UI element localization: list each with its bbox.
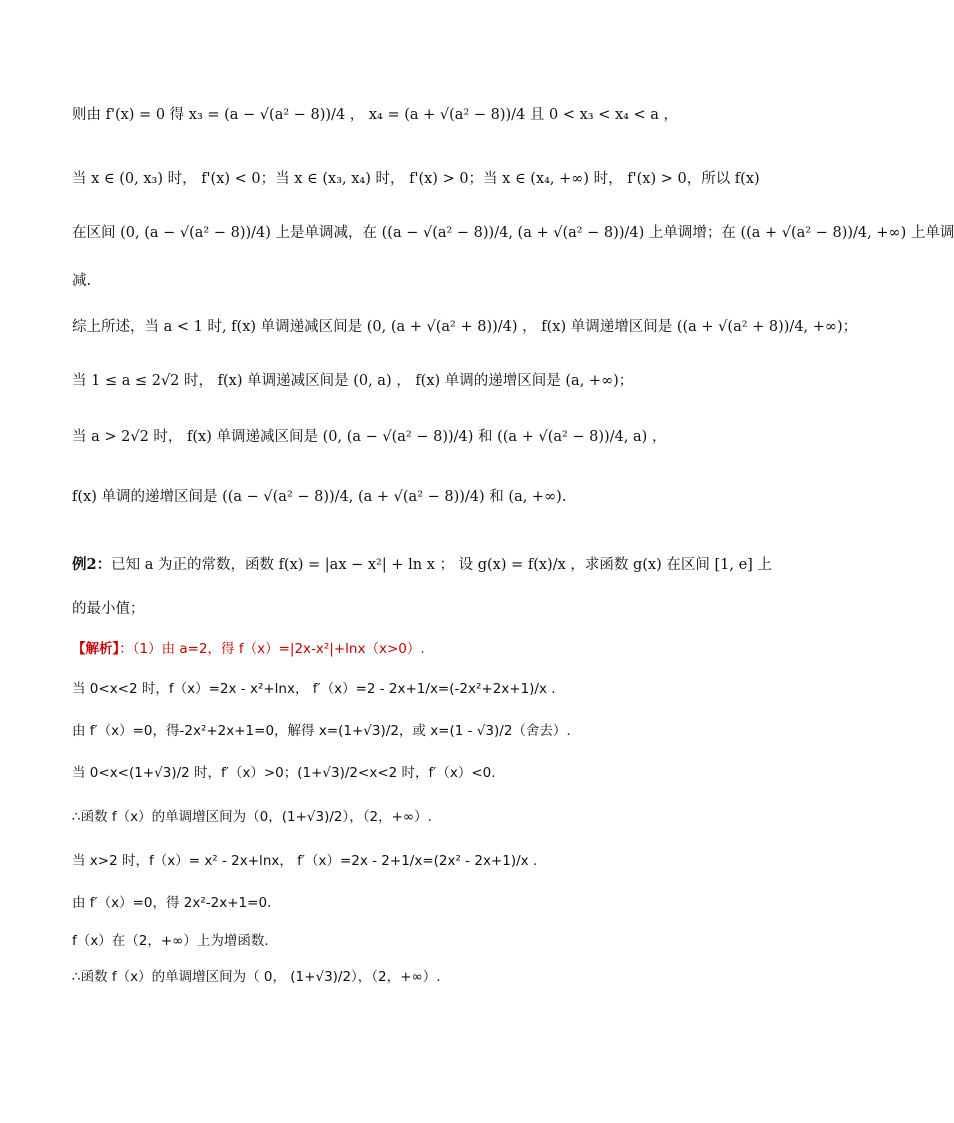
line-8: f(x) 单调的递增区间是 ((a − √(a² − 8))/4, (a + √(a² − 8))/4) 和 (a, +∞).	[72, 489, 567, 505]
line-7: 当 a > 2√2 时， f(x) 单调递减区间是 (0, (a − √(a² − 8))/4) 和 ((a + √(a² − 8))/4, a) ，	[72, 429, 667, 445]
solution-line-6: 当 x>2 时，f（x）= x² - 2x+lnx， f′（x）=2x - 2+1/x=(2x² - 2x+1)/x .	[72, 853, 538, 869]
solution-line-7: 由 f′（x）=0，得 2x²-2x+1=0.	[72, 895, 272, 911]
solution-line-3: 由 f′（x）=0，得-2x²+2x+1=0，解得 x=(1+√3)/2，或 x=(1 - √3)/2（舍去）.	[72, 723, 571, 739]
example-2-statement	[72, 556, 772, 574]
line-5: 综上所述，当 a < 1 时, f(x) 单调递减区间是 (0, (a + √(a² + 8))/4) ， f(x) 单调递增区间是 ((a + √(a² + 8))/4, +∞)；	[72, 319, 858, 335]
solution-text: ：（1）由 a=2，得 f（x）=|2x-x²|+lnx（x>0）.	[119, 641, 425, 657]
line-1: 则由 f'(x) = 0 得 x₃ = (a − √(a² − 8))/4 ， x₄ = (a + √(a² − 8))/4 且 0 < x₃ < x₄ < a ，	[72, 107, 679, 123]
solution-line-1	[72, 640, 425, 658]
solution-line-2: 当 0<x<2 时，f（x）=2x - x²+lnx， f′（x）=2 - 2x+1/x=(-2x²+2x+1)/x .	[72, 681, 556, 697]
solution-label: 【解析】	[72, 641, 120, 657]
example-2-question-end: 的最小值；	[72, 601, 145, 617]
line-4: 减.	[72, 273, 92, 289]
example-text: 已知 a 为正的常数，函数 f(x) = |ax − x²| + ln x ； 设 g(x) = f(x)/x ，求函数 g(x) 在区间 [1, e] 上	[111, 557, 772, 573]
solution-line-9: ∴函数 f（x）的单调增区间为（ 0， (1+√3)/2），（2，+∞）.	[72, 969, 441, 985]
line-2: 当 x ∈ (0, x₃) 时， f'(x) < 0；当 x ∈ (x₃, x₄) 时， f'(x) > 0；当 x ∈ (x₄, +∞) 时， f'(x) > 0，所以 f(x)	[72, 171, 760, 187]
solution-line-4: 当 0<x<(1+√3)/2 时，f′（x）>0；(1+√3)/2<x<2 时，f′（x）<0.	[72, 765, 496, 781]
solution-line-8: f（x）在（2，+∞）上为增函数.	[72, 933, 269, 949]
example-label: 例2：	[72, 556, 112, 573]
solution-line-5: ∴函数 f（x）的单调增区间为（0，(1+√3)/2），（2，+∞）.	[72, 809, 432, 825]
line-3: 在区间 (0, (a − √(a² − 8))/4) 上是单调减，在 ((a − √(a² − 8))/4, (a + √(a² − 8))/4) 上单调增；在 ((a + √(a² − 8))/4, +∞) 上单调	[72, 225, 954, 241]
line-6: 当 1 ≤ a ≤ 2√2 时， f(x) 单调递减区间是 (0, a) ， f(x) 单调的递增区间是 (a, +∞)；	[72, 373, 634, 389]
